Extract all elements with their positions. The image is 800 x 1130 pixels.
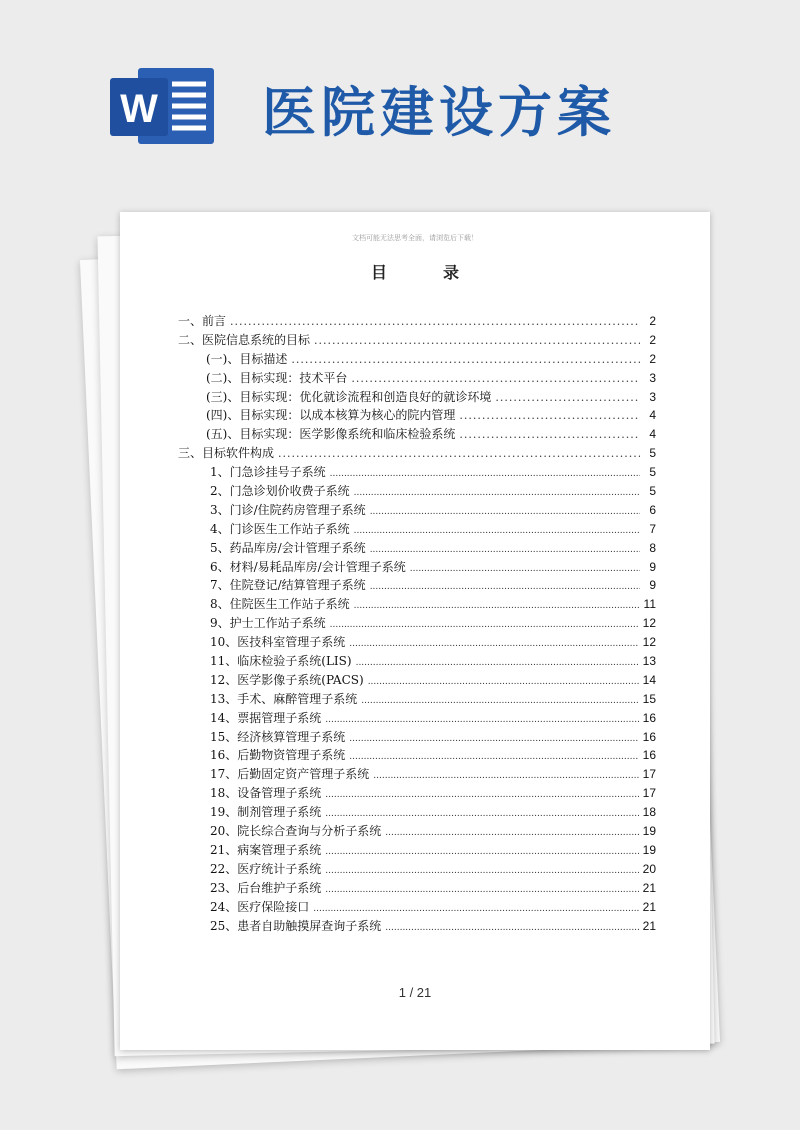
- toc-entry[interactable]: [178, 388, 656, 407]
- toc-entry-page: 16: [642, 748, 656, 763]
- toc-entry-page: 3: [649, 389, 656, 404]
- toc-entry-label: 20、院长综合查询与分析子系统: [210, 824, 382, 839]
- toc-entry-label: (四)、目标实现：以成本核算为核心的院内管理: [206, 408, 456, 423]
- toc-dot-leader: [385, 828, 638, 838]
- toc-dot-leader: [356, 658, 639, 668]
- toc-entry-page: 13: [642, 654, 656, 669]
- toc-entry-page: 15: [642, 691, 656, 706]
- toc-entry[interactable]: [178, 558, 656, 577]
- toc-entry[interactable]: [178, 312, 656, 331]
- toc-entry-label: (五)、目标实现：医学影像系统和临床检验系统: [206, 427, 456, 442]
- toc-entry[interactable]: [178, 803, 656, 822]
- toc-dot-leader: [370, 545, 640, 555]
- toc-dot-leader: [325, 809, 638, 819]
- toc-entry-page: 8: [649, 540, 656, 555]
- toc-dot-leader: [325, 715, 638, 725]
- toc-entry-page: 20: [642, 861, 656, 876]
- toc-entry[interactable]: [178, 860, 656, 879]
- toc-entry-page: 5: [649, 446, 656, 461]
- toc-dot-leader: [313, 904, 638, 914]
- toc-entry-page: 9: [649, 578, 656, 593]
- toc-entry[interactable]: [178, 898, 656, 917]
- toc-dot-leader: [325, 866, 638, 876]
- toc-entry-label: 16、后勤物资管理子系统: [210, 748, 346, 763]
- table-of-contents: [178, 312, 656, 935]
- toc-entry-label: 19、制剂管理子系统: [210, 805, 322, 820]
- toc-entry-page: 21: [642, 918, 656, 933]
- page-number: 1 / 21: [398, 985, 432, 1000]
- toc-entry-label: 22、医疗统计子系统: [210, 861, 322, 876]
- toc-entry-page: 2: [649, 332, 656, 347]
- toc-dot-leader: [361, 696, 638, 706]
- toc-entry[interactable]: [178, 614, 656, 633]
- toc-dot-leader: [314, 334, 640, 347]
- toc-entry[interactable]: [178, 482, 656, 501]
- toc-entry[interactable]: [178, 520, 656, 539]
- toc-dot-leader: [349, 752, 638, 762]
- word-logo-letter: W: [120, 87, 158, 131]
- toc-entry[interactable]: [178, 728, 656, 747]
- toc-entry-label: 一、前言: [178, 314, 227, 328]
- toc-entry-label: 17、后勤固定资产管理子系统: [210, 767, 370, 782]
- toc-entry-label: 23、后台维护子系统: [210, 880, 322, 895]
- toc-entry[interactable]: [178, 331, 656, 350]
- toc-dot-leader: [330, 469, 640, 479]
- toc-entry-label: 15、经济核算管理子系统: [210, 729, 346, 744]
- toc-entry-label: 7、住院登记/结算管理子系统: [210, 578, 366, 593]
- toc-entry-page: 18: [642, 805, 656, 820]
- toc-entry[interactable]: [178, 539, 656, 558]
- toc-entry-label: 1、门急诊挂号子系统: [210, 465, 326, 480]
- toc-dot-leader: [351, 372, 640, 385]
- toc-title: 目录: [370, 263, 515, 282]
- toc-entry-label: 21、病案管理子系统: [210, 842, 322, 857]
- toc-entry-page: 17: [642, 767, 656, 782]
- toc-dot-leader: [373, 771, 638, 781]
- toc-dot-leader: [325, 790, 638, 800]
- toc-entry-page: 2: [649, 314, 656, 328]
- toc-entry-page: 12: [642, 616, 656, 631]
- toc-entry[interactable]: [178, 784, 656, 803]
- toc-entry-page: 12: [642, 635, 656, 650]
- toc-entry-label: 9、护士工作站子系统: [210, 616, 326, 631]
- word-document-icon: [108, 66, 216, 146]
- toc-entry[interactable]: [178, 406, 656, 425]
- toc-entry-page: 21: [642, 880, 656, 895]
- toc-dot-leader: [330, 620, 639, 630]
- toc-entry-page: 7: [649, 521, 656, 536]
- toc-entry-page: 3: [649, 370, 656, 385]
- toc-entry-label: 4、门诊医生工作站子系统: [210, 521, 350, 536]
- toc-entry-page: 5: [649, 484, 656, 499]
- toc-dot-leader: [370, 507, 640, 517]
- toc-dot-leader: [459, 409, 640, 422]
- toc-dot-leader: [354, 488, 640, 498]
- toc-entry[interactable]: [178, 671, 656, 690]
- toc-entry-label: 11、临床检验子系统(LIS): [210, 654, 352, 669]
- toc-entry-label: 12、医学影像子系统(PACS): [210, 672, 364, 687]
- toc-entry[interactable]: [178, 765, 656, 784]
- toc-entry-page: 16: [642, 710, 656, 725]
- toc-entry-label: 2、门急诊划价收费子系统: [210, 484, 350, 499]
- page-header-note: 文档可能无法思考全面，请浏览后下载！: [352, 234, 478, 242]
- toc-entry-page: 14: [642, 672, 656, 687]
- toc-entry[interactable]: [178, 595, 656, 614]
- toc-dot-leader: [349, 639, 638, 649]
- toc-dot-leader: [385, 923, 638, 933]
- toc-entry-label: (三)、目标实现：优化就诊流程和创造良好的就诊环境: [206, 389, 492, 404]
- toc-entry-page: 6: [649, 502, 656, 517]
- toc-entry-label: 8、住院医生工作站子系统: [210, 597, 350, 612]
- toc-entry-label: 6、材料/易耗品库房/会计管理子系统: [210, 559, 406, 574]
- toc-entry[interactable]: [178, 746, 656, 765]
- toc-entry-page: 19: [642, 824, 656, 839]
- toc-entry[interactable]: [178, 652, 656, 671]
- toc-entry[interactable]: [178, 576, 656, 595]
- toc-entry-page: 19: [642, 842, 656, 857]
- document-page: [120, 212, 710, 1050]
- toc-entry-page: 2: [649, 351, 656, 366]
- toc-entry-page: 4: [649, 408, 656, 423]
- toc-entry-label: 三、目标软件构成: [178, 446, 275, 461]
- toc-dot-leader: [349, 734, 638, 744]
- toc-entry-label: (一)、目标描述: [206, 351, 288, 366]
- toc-dot-leader: [325, 885, 638, 895]
- toc-entry-label: 5、药品库房/会计管理子系统: [210, 540, 366, 555]
- toc-entry-page: 16: [642, 729, 656, 744]
- toc-entry-page: 17: [642, 786, 656, 801]
- toc-dot-leader: [495, 391, 640, 404]
- toc-dot-leader: [410, 564, 640, 574]
- toc-dot-leader: [278, 447, 640, 460]
- toc-entry-page: 5: [649, 465, 656, 480]
- toc-entry-label: 3、门诊/住院药房管理子系统: [210, 502, 366, 517]
- toc-dot-leader: [370, 582, 640, 592]
- toc-entry-label: 18、设备管理子系统: [210, 786, 322, 801]
- toc-entry-label: 24、医疗保险接口: [210, 899, 310, 914]
- toc-entry-label: 13、手术、麻醉管理子系统: [210, 691, 358, 706]
- toc-dot-leader: [459, 428, 640, 441]
- toc-dot-leader: [291, 353, 640, 366]
- toc-entry-label: 14、票据管理子系统: [210, 710, 322, 725]
- toc-entry[interactable]: [178, 425, 656, 444]
- toc-entry-label: 25、患者自助触摸屏查询子系统: [210, 918, 382, 933]
- toc-entry-page: 11: [643, 597, 656, 612]
- toc-entry[interactable]: [178, 841, 656, 860]
- toc-entry-page: 4: [649, 427, 656, 442]
- toc-entry-page: 9: [649, 559, 656, 574]
- toc-entry[interactable]: [178, 463, 656, 482]
- toc-entry-page: 21: [642, 899, 656, 914]
- toc-entry[interactable]: [178, 633, 656, 652]
- toc-entry[interactable]: [178, 350, 656, 369]
- toc-entry-label: (二)、目标实现：技术平台: [206, 370, 348, 385]
- toc-dot-leader: [354, 601, 640, 611]
- toc-entry[interactable]: [178, 444, 656, 463]
- toc-entry[interactable]: [178, 879, 656, 898]
- toc-dot-leader: [354, 526, 640, 536]
- toc-dot-leader: [230, 315, 640, 328]
- toc-entry[interactable]: [178, 822, 656, 841]
- toc-entry-label: 10、医技科室管理子系统: [210, 635, 346, 650]
- toc-dot-leader: [325, 847, 638, 857]
- banner-title: 医院建设方案: [262, 81, 616, 144]
- toc-entry-label: 二、医院信息系统的目标: [178, 332, 311, 347]
- toc-dot-leader: [368, 677, 639, 687]
- toc-entry[interactable]: [178, 709, 656, 728]
- toc-entry[interactable]: [178, 917, 656, 936]
- toc-entry[interactable]: [178, 501, 656, 520]
- toc-entry[interactable]: [178, 369, 656, 388]
- toc-entry[interactable]: [178, 690, 656, 709]
